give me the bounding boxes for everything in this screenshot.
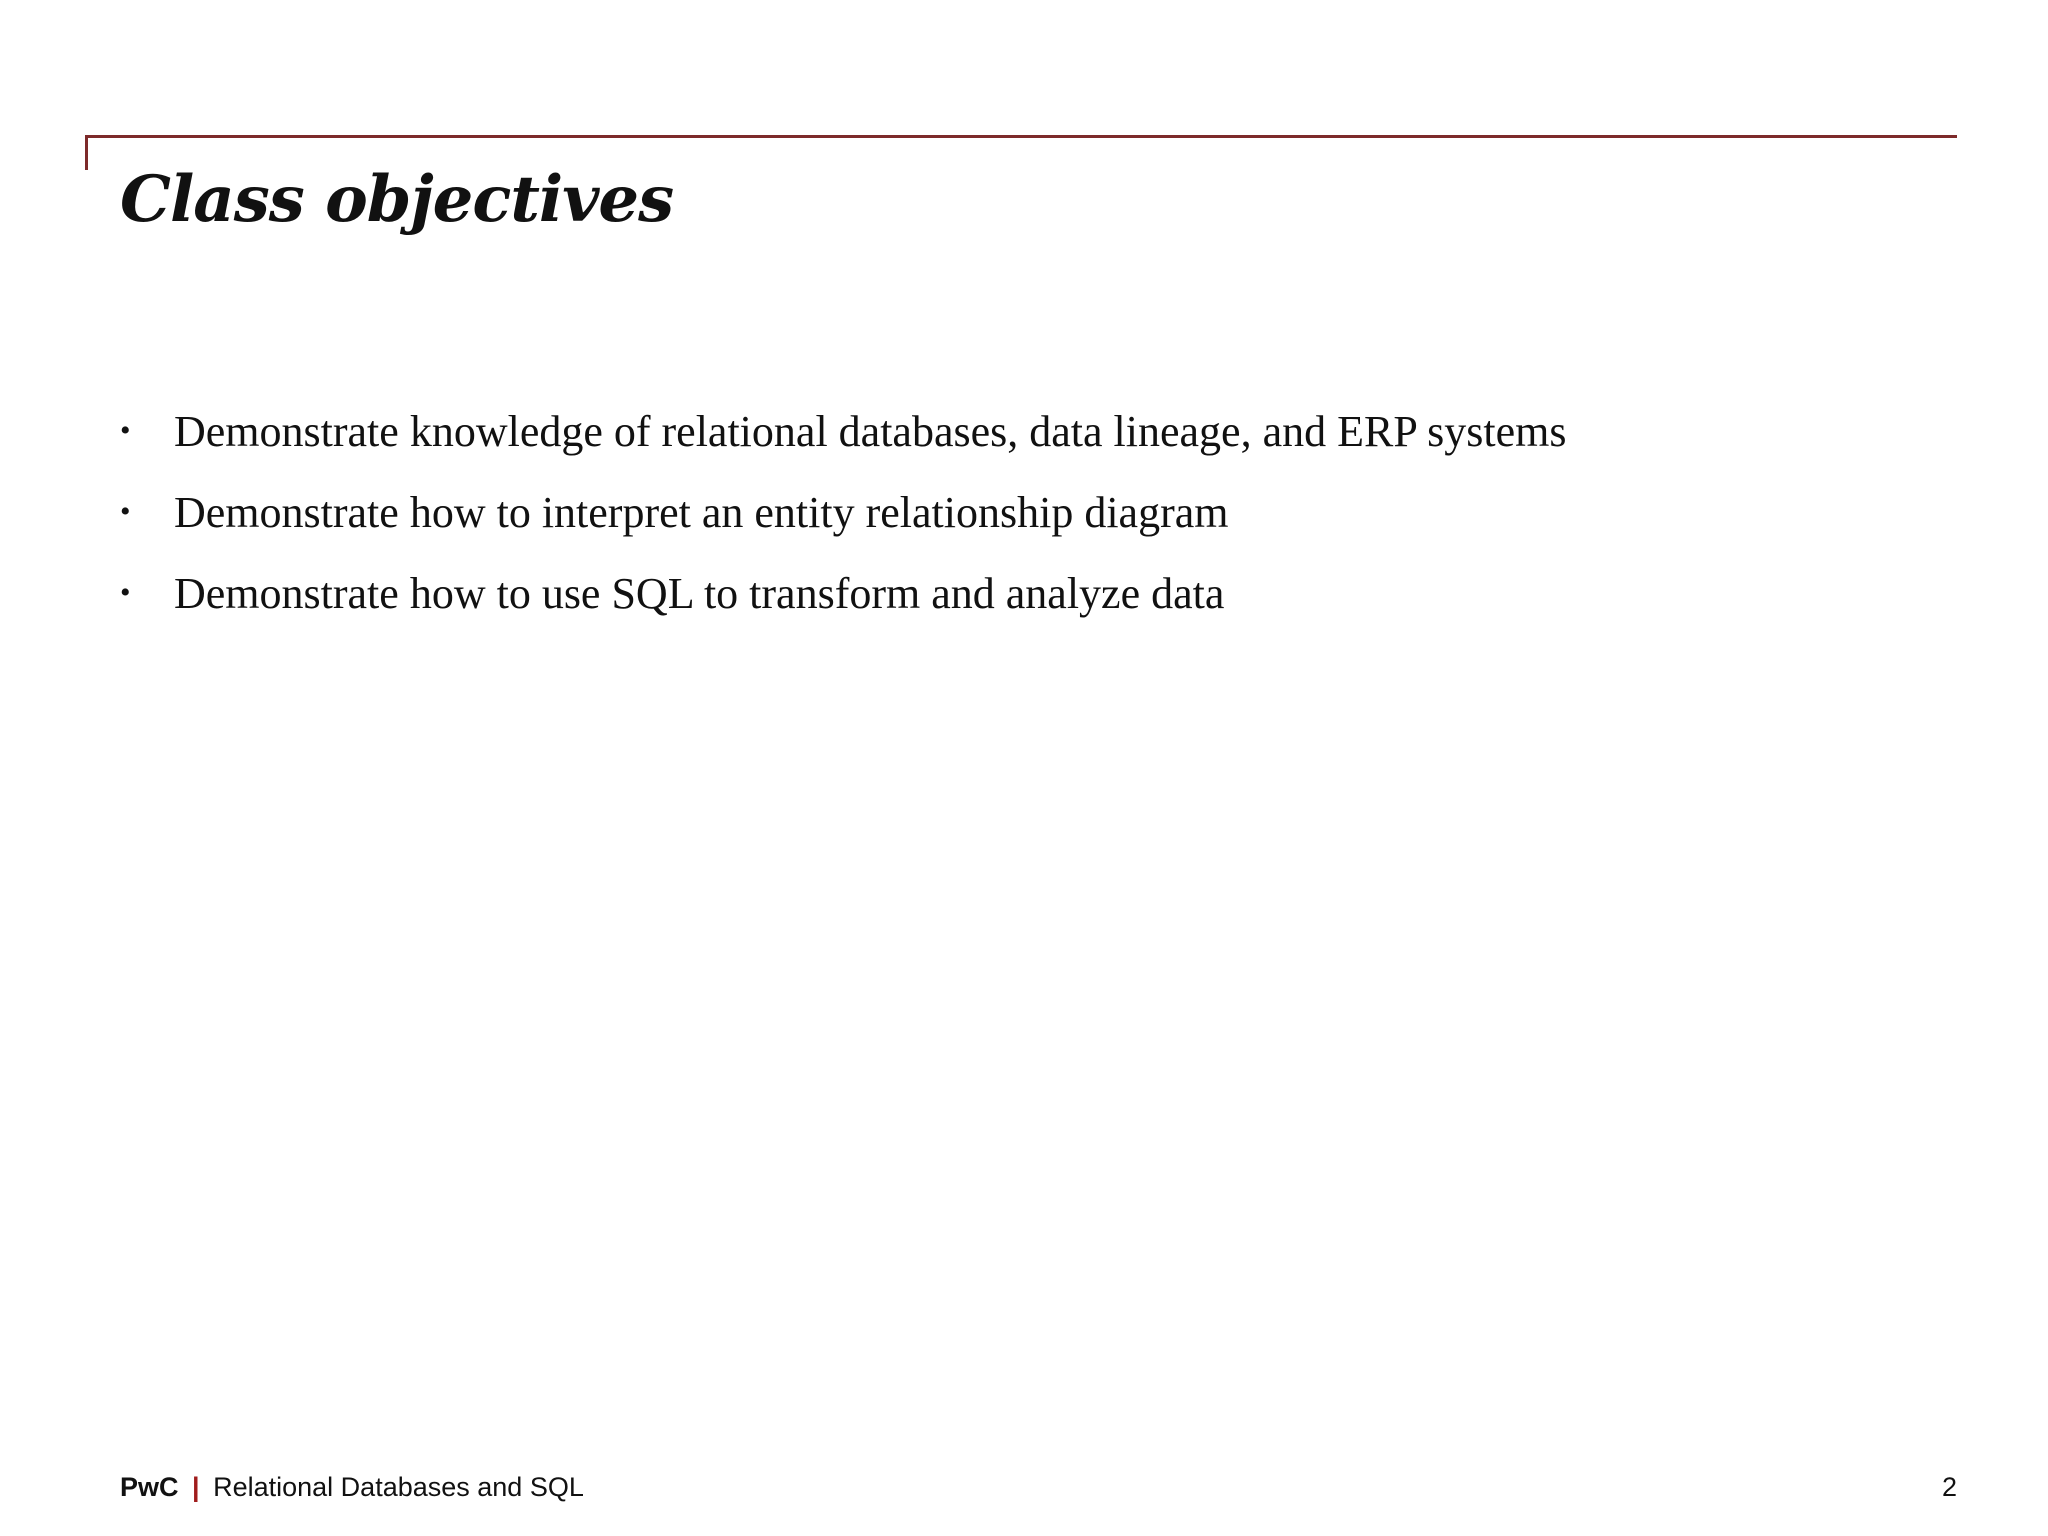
footer-text: Relational Databases and SQL (213, 1472, 584, 1502)
objective-item (120, 400, 1920, 481)
objectives-list (120, 400, 1920, 643)
objective-text: Demonstrate how to interpret an entity relationship diagram (174, 488, 1229, 537)
title-rule-tick (85, 135, 88, 170)
page-number: 2 (1941, 1472, 1957, 1502)
footer (120, 1470, 584, 1504)
bullet-icon: • (120, 414, 131, 447)
objective-text: Demonstrate how to use SQL to transform and analyze data (174, 569, 1225, 618)
footer-brand: PwC (120, 1472, 179, 1502)
objective-item (120, 562, 1920, 643)
objective-text: Demonstrate knowledge of relational databases, data lineage, and ERP systems (174, 407, 1567, 456)
bullet-icon: • (120, 576, 131, 609)
title-rule (85, 135, 1957, 138)
footer-separator: | (192, 1472, 200, 1502)
slide-title: Class objectives (120, 162, 674, 237)
bullet-icon: • (120, 495, 131, 528)
objective-item (120, 481, 1920, 562)
